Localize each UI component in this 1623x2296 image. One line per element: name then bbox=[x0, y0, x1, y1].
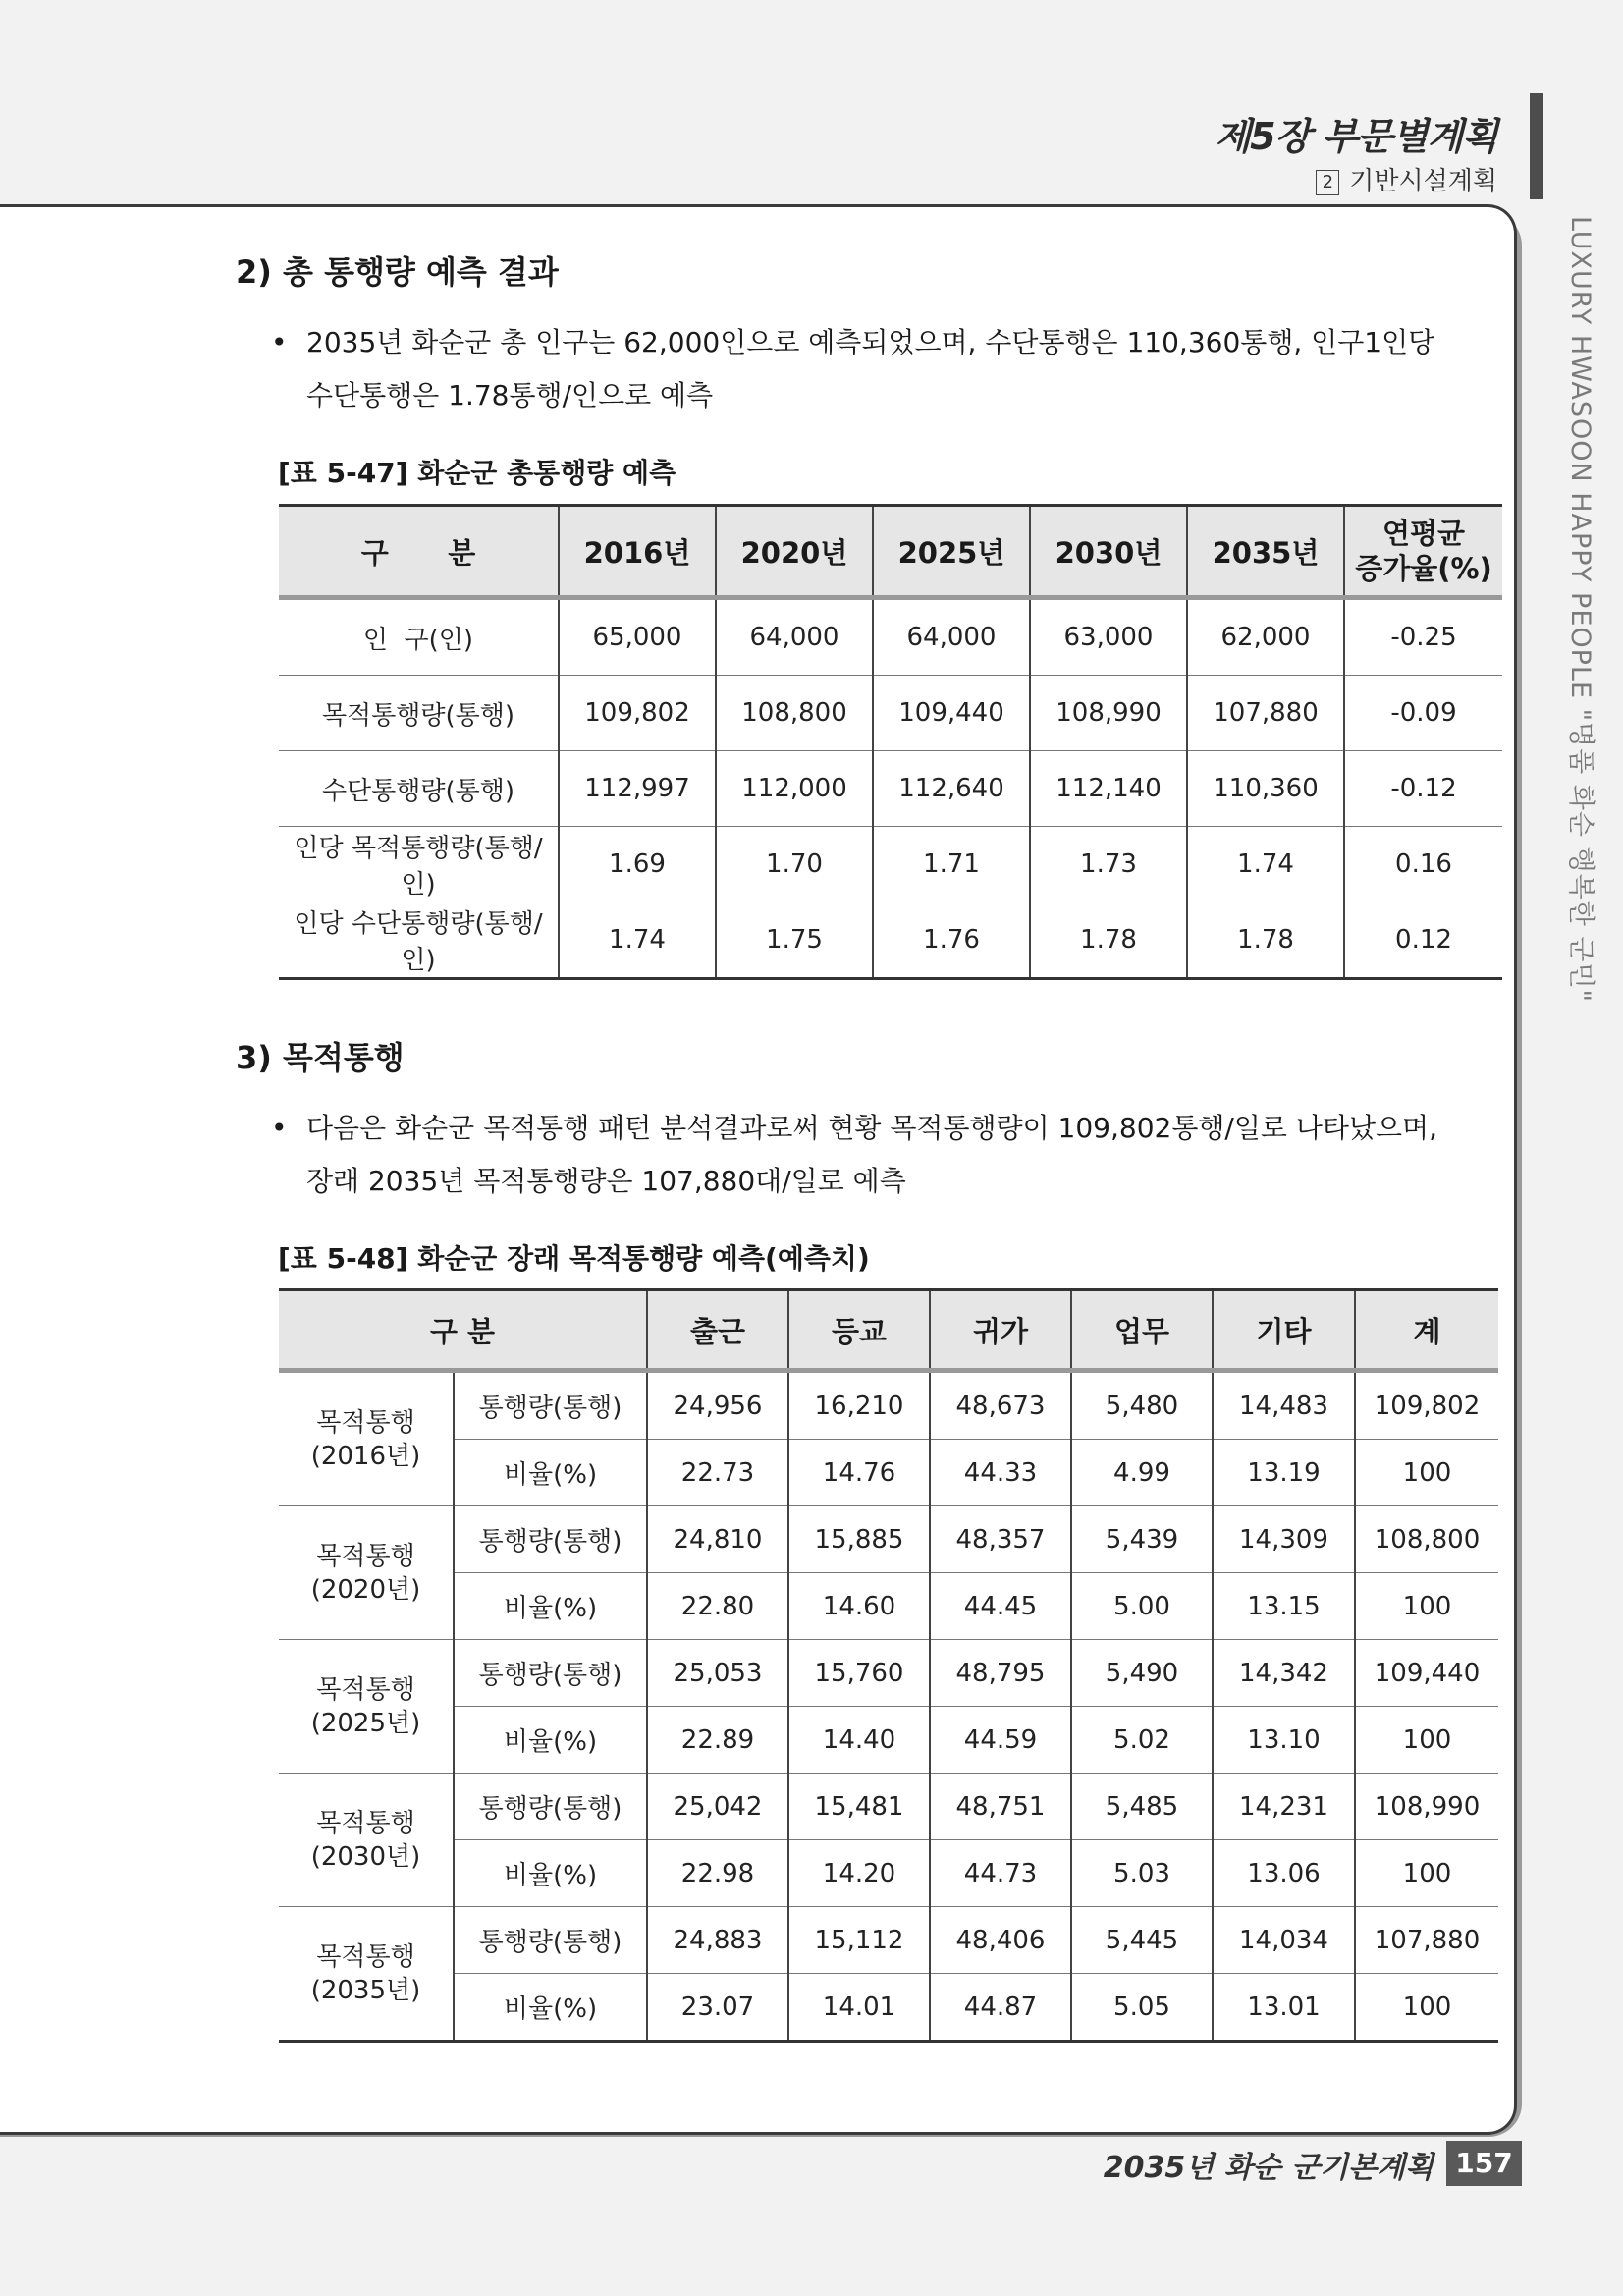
chapter-title: 제5장 부문별계획 bbox=[1215, 115, 1497, 158]
cell: 5.02 bbox=[1071, 1707, 1213, 1774]
cell: 14,342 bbox=[1213, 1640, 1355, 1707]
table-header-row bbox=[279, 506, 1502, 598]
table-row bbox=[279, 1907, 1498, 1974]
cell: 25,053 bbox=[647, 1640, 788, 1707]
cell: 5.00 bbox=[1071, 1573, 1213, 1640]
cell: 110,360 bbox=[1187, 751, 1344, 827]
table-row bbox=[279, 1573, 1498, 1640]
cell: 108,990 bbox=[1030, 676, 1187, 751]
group-name: 목적통행 bbox=[316, 1674, 415, 1705]
group-label bbox=[279, 1640, 454, 1774]
cell: 15,885 bbox=[788, 1506, 930, 1573]
bullet-purpose-trips bbox=[273, 1102, 1481, 1208]
cell: 44.59 bbox=[930, 1707, 1071, 1774]
table-row bbox=[279, 1707, 1498, 1774]
row-label: 비율(%) bbox=[454, 1440, 647, 1506]
cell: 44.45 bbox=[930, 1573, 1071, 1640]
cell: 44.87 bbox=[930, 1974, 1071, 2042]
group-name: 목적통행 bbox=[316, 1541, 415, 1571]
header-year: 2016년 bbox=[559, 506, 716, 598]
cell: 22.73 bbox=[647, 1440, 788, 1506]
header-commute: 출근 bbox=[647, 1290, 788, 1371]
section-title-purpose-trips: 3) 목적통행 bbox=[236, 1039, 405, 1076]
cell: 24,883 bbox=[647, 1907, 788, 1974]
row-label: 비율(%) bbox=[454, 1707, 647, 1774]
section-label: 기반시설계획 bbox=[1349, 167, 1497, 196]
cell: 13.10 bbox=[1213, 1707, 1355, 1774]
table-row bbox=[279, 1506, 1498, 1573]
row-label: 인 구(인) bbox=[279, 598, 559, 676]
group-year: (2035년) bbox=[310, 1975, 421, 2005]
footer-title: 2035년 화순 군기본계획 bbox=[1103, 2151, 1434, 2185]
cell: 14.01 bbox=[788, 1974, 930, 2042]
header-annual-growth bbox=[1344, 506, 1502, 598]
cell: 63,000 bbox=[1030, 598, 1187, 676]
bullet-dot: • bbox=[271, 326, 288, 358]
cell: 25,042 bbox=[647, 1774, 788, 1840]
group-label bbox=[279, 1371, 454, 1506]
cell: 108,800 bbox=[1355, 1506, 1498, 1573]
table-row bbox=[279, 1371, 1498, 1440]
table-row bbox=[279, 902, 1502, 979]
cell: 22.80 bbox=[647, 1573, 788, 1640]
cell: 109,440 bbox=[1355, 1640, 1498, 1707]
table-row bbox=[279, 751, 1502, 827]
cell: 15,112 bbox=[788, 1907, 930, 1974]
row-label: 인당 수단통행량(통행/인) bbox=[279, 902, 559, 979]
cell: 13.06 bbox=[1213, 1840, 1355, 1907]
cell: 14,483 bbox=[1213, 1371, 1355, 1440]
cell: 1.75 bbox=[716, 902, 873, 979]
page-number: 157 bbox=[1446, 2141, 1522, 2186]
table-caption-5-48: [표 5-48] 화순군 장래 목적통행량 예측(예측치) bbox=[278, 1242, 870, 1275]
table-purpose-trips-forecast bbox=[279, 1288, 1498, 2043]
bullet-line: 장래 2035년 목적통행량은 107,880대/일로 예측 bbox=[306, 1165, 906, 1197]
cell: 100 bbox=[1355, 1707, 1498, 1774]
header-line: 증가율(%) bbox=[1355, 552, 1492, 585]
cell: 64,000 bbox=[873, 598, 1030, 676]
table-row bbox=[279, 1974, 1498, 2042]
cell: 0.16 bbox=[1344, 827, 1502, 902]
cell: 5,485 bbox=[1071, 1774, 1213, 1840]
header-year: 2030년 bbox=[1030, 506, 1187, 598]
group-year: (2020년) bbox=[310, 1574, 421, 1605]
table-row bbox=[279, 1440, 1498, 1506]
cell: 1.71 bbox=[873, 827, 1030, 902]
cell: 1.74 bbox=[559, 902, 716, 979]
cell: 1.70 bbox=[716, 827, 873, 902]
cell: 14.40 bbox=[788, 1707, 930, 1774]
cell: 100 bbox=[1355, 1440, 1498, 1506]
cell: 109,802 bbox=[1355, 1371, 1498, 1440]
cell: 15,760 bbox=[788, 1640, 930, 1707]
row-label: 목적통행량(통행) bbox=[279, 676, 559, 751]
cell: 64,000 bbox=[716, 598, 873, 676]
cell: 1.78 bbox=[1030, 902, 1187, 979]
cell: 4.99 bbox=[1071, 1440, 1213, 1506]
header-business: 업무 bbox=[1071, 1290, 1213, 1371]
cell: -0.12 bbox=[1344, 751, 1502, 827]
table-row bbox=[279, 1840, 1498, 1907]
header-home: 귀가 bbox=[930, 1290, 1071, 1371]
row-label: 통행량(통행) bbox=[454, 1506, 647, 1573]
cell: 107,880 bbox=[1355, 1907, 1498, 1974]
row-label: 통행량(통행) bbox=[454, 1371, 647, 1440]
cell: 5,445 bbox=[1071, 1907, 1213, 1974]
cell: 100 bbox=[1355, 1974, 1498, 2042]
header-year: 2020년 bbox=[716, 506, 873, 598]
table-total-traffic-forecast bbox=[279, 504, 1502, 980]
cell: 1.73 bbox=[1030, 827, 1187, 902]
header-category: 구 분 bbox=[279, 1290, 647, 1371]
cell: 14.60 bbox=[788, 1573, 930, 1640]
cell: 1.78 bbox=[1187, 902, 1344, 979]
table-row bbox=[279, 1774, 1498, 1840]
row-label: 통행량(통행) bbox=[454, 1774, 647, 1840]
cell: 112,000 bbox=[716, 751, 873, 827]
cell: 48,357 bbox=[930, 1506, 1071, 1573]
table-header-row bbox=[279, 1290, 1498, 1371]
cell: 5,480 bbox=[1071, 1371, 1213, 1440]
cell: 0.12 bbox=[1344, 902, 1502, 979]
cell: 22.89 bbox=[647, 1707, 788, 1774]
header-line: 연평균 bbox=[1381, 517, 1466, 550]
cell: 100 bbox=[1355, 1840, 1498, 1907]
cell: 100 bbox=[1355, 1573, 1498, 1640]
table-row bbox=[279, 827, 1502, 902]
cell: 108,800 bbox=[716, 676, 873, 751]
cell: 5.05 bbox=[1071, 1974, 1213, 2042]
group-name: 목적통행 bbox=[316, 1941, 415, 1972]
bullet-line: 수단통행은 1.78통행/인으로 예측 bbox=[306, 379, 714, 411]
cell: 5.03 bbox=[1071, 1840, 1213, 1907]
header-total: 계 bbox=[1355, 1290, 1498, 1371]
table-row bbox=[279, 1640, 1498, 1707]
cell: 112,140 bbox=[1030, 751, 1187, 827]
group-year: (2016년) bbox=[310, 1441, 421, 1471]
side-slogan: LUXURY HWASOON HAPPY PEOPLE "명품 화순 행복한 군민" bbox=[1565, 216, 1596, 1003]
cell: 5,490 bbox=[1071, 1640, 1213, 1707]
cell: 1.76 bbox=[873, 902, 1030, 979]
table-row bbox=[279, 598, 1502, 676]
group-name: 목적통행 bbox=[316, 1407, 415, 1438]
header-year: 2035년 bbox=[1187, 506, 1344, 598]
cell: 16,210 bbox=[788, 1371, 930, 1440]
cell: 112,997 bbox=[559, 751, 716, 827]
cell: 5,439 bbox=[1071, 1506, 1213, 1573]
table-row bbox=[279, 676, 1502, 751]
header-year: 2025년 bbox=[873, 506, 1030, 598]
cell: 13.19 bbox=[1213, 1440, 1355, 1506]
cell: 48,406 bbox=[930, 1907, 1071, 1974]
cell: 13.01 bbox=[1213, 1974, 1355, 2042]
cell: 14,231 bbox=[1213, 1774, 1355, 1840]
bullet-line: 다음은 화순군 목적통행 패턴 분석결과로써 현황 목적통행량이 109,802통행/일로 나타났으며, bbox=[306, 1112, 1438, 1144]
group-year: (2030년) bbox=[310, 1841, 421, 1872]
cell: 1.69 bbox=[559, 827, 716, 902]
cell: 112,640 bbox=[873, 751, 1030, 827]
cell: 14,309 bbox=[1213, 1506, 1355, 1573]
cell: 14.76 bbox=[788, 1440, 930, 1506]
cell: 48,795 bbox=[930, 1640, 1071, 1707]
row-label: 비율(%) bbox=[454, 1840, 647, 1907]
row-label: 인당 목적통행량(통행/인) bbox=[279, 827, 559, 902]
row-label: 수단통행량(통행) bbox=[279, 751, 559, 827]
cell: 109,802 bbox=[559, 676, 716, 751]
row-label: 비율(%) bbox=[454, 1573, 647, 1640]
section-title-total-traffic: 2) 총 통행량 예측 결과 bbox=[236, 253, 559, 291]
bullet-line: 2035년 화순군 총 인구는 62,000인으로 예측되었으며, 수단통행은 110,360통행, 인구1인당 bbox=[306, 326, 1435, 358]
group-year: (2025년) bbox=[310, 1708, 421, 1738]
cell: 109,440 bbox=[873, 676, 1030, 751]
header-other: 기타 bbox=[1213, 1290, 1355, 1371]
cell: 107,880 bbox=[1187, 676, 1344, 751]
cell: 44.33 bbox=[930, 1440, 1071, 1506]
cell: 62,000 bbox=[1187, 598, 1344, 676]
cell: 1.74 bbox=[1187, 827, 1344, 902]
row-label: 비율(%) bbox=[454, 1974, 647, 2042]
section-number-box: 2 bbox=[1316, 170, 1339, 195]
cell: 15,481 bbox=[788, 1774, 930, 1840]
cell: 108,990 bbox=[1355, 1774, 1498, 1840]
cell: 48,673 bbox=[930, 1371, 1071, 1440]
group-label bbox=[279, 1907, 454, 2042]
cell: -0.25 bbox=[1344, 598, 1502, 676]
group-label bbox=[279, 1774, 454, 1907]
cell: 48,751 bbox=[930, 1774, 1071, 1840]
cell: 24,956 bbox=[647, 1371, 788, 1440]
bullet-total-traffic bbox=[273, 316, 1481, 422]
table-caption-5-47: [표 5-47] 화순군 총통행량 예측 bbox=[278, 457, 676, 489]
cell: 23.07 bbox=[647, 1974, 788, 2042]
cell: -0.09 bbox=[1344, 676, 1502, 751]
cell: 14.20 bbox=[788, 1840, 930, 1907]
cell: 14,034 bbox=[1213, 1907, 1355, 1974]
cell: 44.73 bbox=[930, 1840, 1071, 1907]
cell: 65,000 bbox=[559, 598, 716, 676]
cell: 22.98 bbox=[647, 1840, 788, 1907]
header-school: 등교 bbox=[788, 1290, 930, 1371]
row-label: 통행량(통행) bbox=[454, 1640, 647, 1707]
cell: 24,810 bbox=[647, 1506, 788, 1573]
group-label bbox=[279, 1506, 454, 1640]
cell: 13.15 bbox=[1213, 1573, 1355, 1640]
header-category: 구 분 bbox=[279, 506, 559, 598]
row-label: 통행량(통행) bbox=[454, 1907, 647, 1974]
bullet-dot: • bbox=[271, 1112, 288, 1144]
group-name: 목적통행 bbox=[316, 1808, 415, 1838]
